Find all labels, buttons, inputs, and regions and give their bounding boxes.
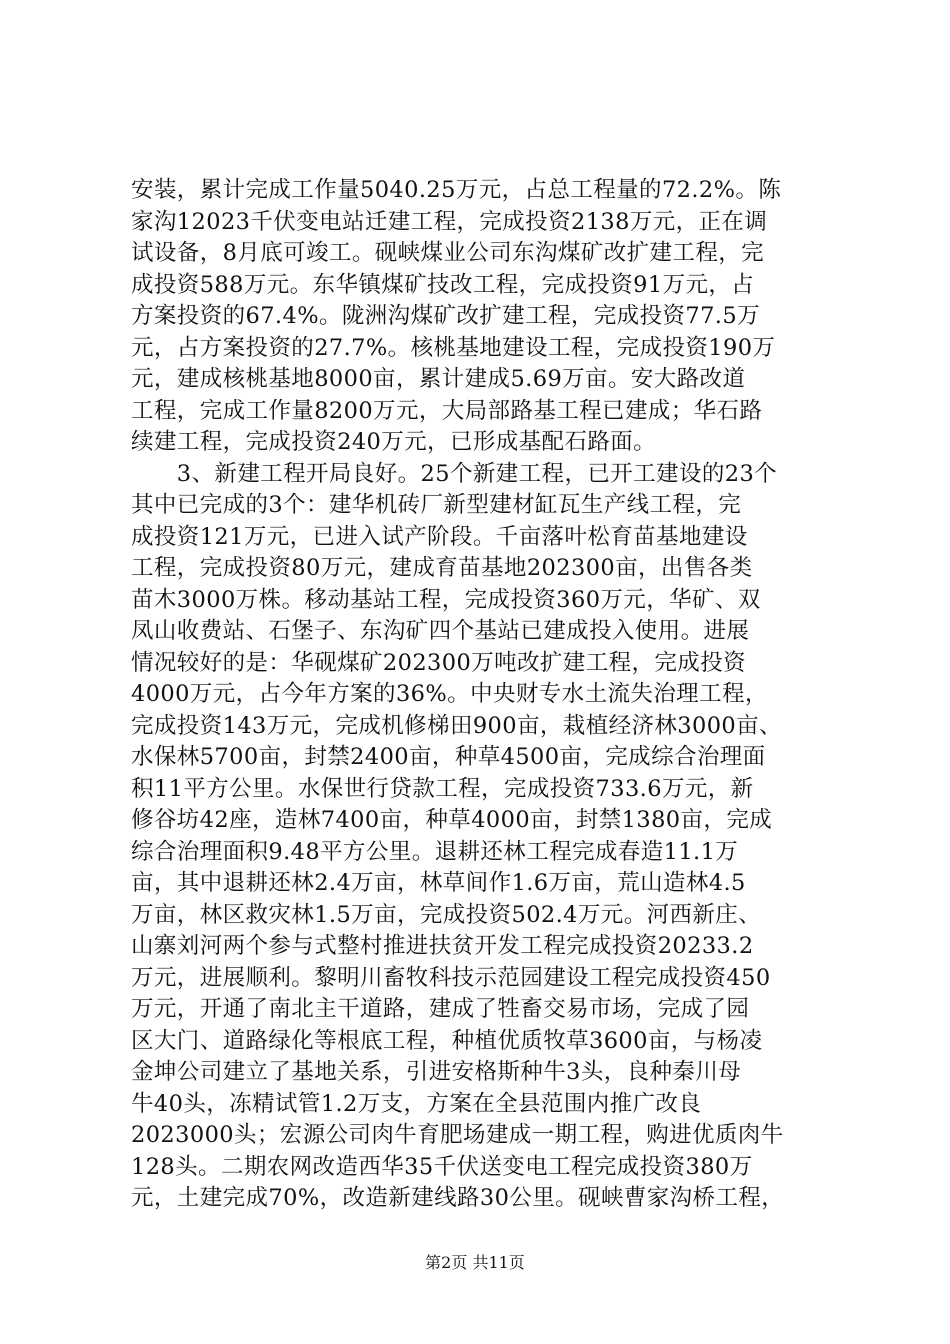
text-line: 万元，进展顺利。黎明川畜牧科技示范园建设工程完成投资450: [131, 964, 771, 991]
text-line: 完成投资143万元，完成机修梯田900亩，栽植经济林3000亩、: [131, 712, 782, 739]
text-line: 2023000头；宏源公司肉牛育肥场建成一期工程，购进优质肉牛: [131, 1122, 784, 1148]
text-line: 区大门、道路绿化等根底工程，种植优质牧草3600亩，与杨凌: [131, 1027, 763, 1054]
body-text: [131, 175, 821, 1215]
text-line: 万亩，林区救灾林1.5万亩，完成投资502.4万元。河西新庄、: [131, 901, 762, 928]
text-line: 元，土建完成70%，改造新建线路30公里。砚峡曹家沟桥工程，: [131, 1185, 785, 1211]
text-line: 修谷坊42座，造林7400亩，种草4000亩，封禁1380亩，完成: [131, 807, 773, 833]
text-line: 凤山收费站、石堡子、东沟矿四个基站已建成投入使用。进展: [131, 618, 750, 644]
text-line: 方案投资的67.4%。陇洲沟煤矿改扩建工程，完成投资77.5万: [131, 303, 760, 329]
text-line: 3、新建工程开局良好。25个新建工程，已开工建设的23个: [131, 460, 778, 487]
text-line: 试设备，8月底可竣工。砚峡煤业公司东沟煤矿改扩建工程，完: [131, 240, 765, 266]
text-line: 苗木3000万株。移动基站工程，完成投资360万元，华矿、双: [131, 586, 761, 613]
text-line: 128头。二期农网改造西华35千伏送变电工程完成投资380万: [131, 1153, 753, 1180]
text-line: 其中已完成的3个：建华机砖厂新型建材缸瓦生产线工程，完: [131, 492, 742, 518]
text-line: 金坤公司建立了基地关系，引进安格斯种牛3头，良种秦川母: [131, 1059, 742, 1085]
text-line: 元，建成核桃基地8000亩，累计建成5.69万亩。安大路改道: [131, 366, 746, 392]
text-line: 元，占方案投资的27.7%。核桃基地建设工程，完成投资190万: [131, 334, 776, 361]
text-line: 亩，其中退耕还林2.4万亩，林草间作1.6万亩，荒山造林4.5: [131, 870, 746, 896]
text-line: 成投资588万元。东华镇煤矿技改工程，完成投资91万元，占: [131, 271, 755, 298]
text-line: 成投资121万元，已进入试产阶段。千亩落叶松育苗基地建设: [131, 523, 748, 550]
text-line: 积11平方公里。水保世行贷款工程，完成投资733.6万元，新: [131, 775, 754, 802]
text-line: 续建工程，完成投资240万元，已形成基配石路面。: [131, 429, 657, 455]
text-line: 工程，完成工作量8200万元，大局部路基工程已建成；华石路: [131, 397, 763, 424]
text-line: 4000万元，占今年方案的36%。中央财专水土流失治理工程，: [131, 681, 768, 707]
text-line: 水保林5700亩，封禁2400亩，种草4500亩，完成综合治理面: [131, 744, 766, 770]
text-line: 家沟12023千伏变电站迁建工程，完成投资2138万元，正在调: [131, 208, 768, 235]
text-line: 安装，累计完成工作量5040.25万元，占总工程量的72.2%。陈: [131, 177, 782, 203]
text-line: 工程，完成投资80万元，建成育苗基地202300亩，出售各类: [131, 555, 753, 581]
text-line: 情况较好的是：华砚煤矿202300万吨改扩建工程，完成投资: [131, 649, 746, 676]
text-line: 山寨刘河两个参与式整村推进扶贫开发工程完成投资20233.2: [131, 933, 754, 959]
text-line: 万元，开通了南北主干道路，建成了牲畜交易市场，完成了园: [131, 996, 750, 1022]
page-footer: 第2页 共11页: [425, 1253, 525, 1272]
text-line: 综合治理面积9.48平方公里。退耕还林工程完成春造11.1万: [131, 838, 739, 865]
text-line: 牛40头，冻精试管1.2万支，方案在全县范围内推广改良: [131, 1090, 702, 1117]
